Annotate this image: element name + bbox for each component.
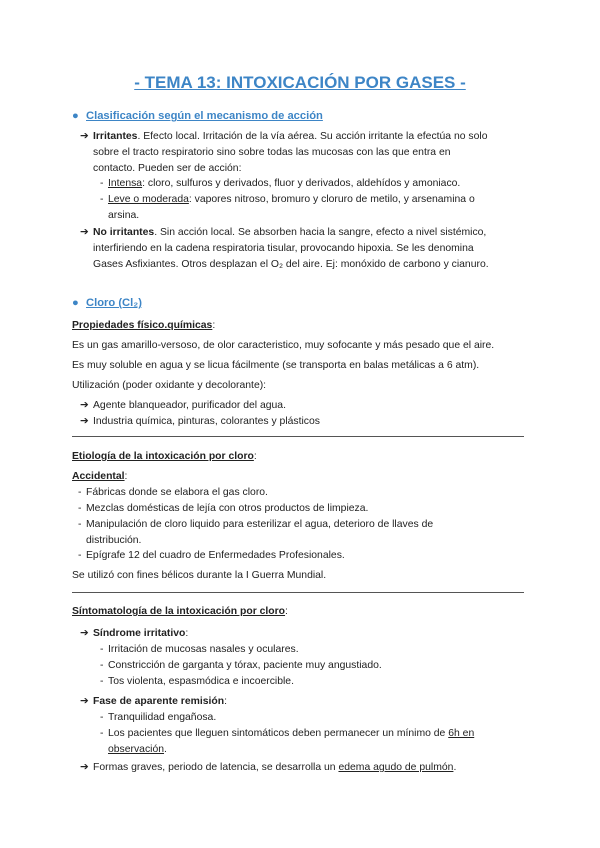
arrow-icon: ➔ <box>80 416 89 427</box>
divider <box>72 436 524 437</box>
bullet-icon: ● <box>72 110 79 122</box>
props-title: Propiedades físico.químicas: <box>72 320 216 331</box>
bullet-icon: ● <box>72 297 79 309</box>
paragraph: Es un gas amarillo-versoso, de olor caracteristico, muy sofocante y más pesado que el aire. <box>72 340 495 351</box>
accidental-label: Accidental: <box>72 471 128 482</box>
paragraph: Es muy soluble en agua y se licua fácilmente (se transporta en balas metálicas a 6 atm). <box>72 360 480 371</box>
arrow-icon: ➔ <box>80 628 89 639</box>
arrow-icon: ➔ <box>80 762 89 773</box>
sintomatologia-title: Síntomatología de la intoxicación por cloro: <box>72 606 288 617</box>
section-heading-clasificacion: ● Clasificación según el mecanismo de acción <box>72 109 323 125</box>
paragraph: Se utilizó con fines bélicos durante la I Guerra Mundial. <box>72 570 327 581</box>
section-heading-cloro: ● Cloro (Cl₂) <box>72 296 142 312</box>
arrow-icon: ➔ <box>80 227 89 238</box>
paragraph: Utilización (poder oxidante y decolorante): <box>72 380 267 391</box>
divider <box>72 592 524 593</box>
document-page: - TEMA 13: INTOXICACIÓN POR GASES - ● Clasificación según el mecanismo de acción ➔ Irritantes. Efecto local. Irritación de la vía aérea. Su acción irritante la efectúa no solo sobre el tracto respiratorio sino sobre todas las mucosas con las que entra en contacto. Pueden ser de acción: - Intensa: cloro, sulfuros y derivados, fluor y derivados, aldehídos y amoniaco. - Leve o moderada: vapores nitroso, bromuro y cloruro de metilo, y arsenamina o arsina. ➔ No irritantes. Sin acción local. Se absorben hacia la sangre, efecto a nivel sistémico, interfiriendo en la cadena respiratoria tisular, provocando hipoxia. Se les denomina Gases Asfixiantes. Otros desplazan el O₂ del aire. Ej: monóxido de carbono y cianuro. ● Cloro (Cl₂) Propiedades físico.químicas: Es un gas amarillo-versoso, de olor caracteristico, muy sofocante y más pesado que el aire. Es muy soluble en agua y se licua fácilmente (se transporta en balas metálicas a 6 atm). Utilización (poder oxidante y decolorante): ➔ Agente blanqueador, purificador del agua. ➔ Industria química, pinturas, colorantes y plásticos Etiología de la intoxicación por cloro: Accidental: - Fábricas donde se elabora el gas cloro. - Mezclas domésticas de lejía con otros productos de limpieza. - Manipulación de cloro liquido para esterilizar el agua, deterioro de llaves de distribución. - Epígrafe 12 del cuadro de Enfermedades Profesionales. Se utilizó con fines bélicos durante la I Guerra Mundial. Síntomatología de la intoxicación por cloro: ➔ Síndrome irritativo: - Irritación de mucosas nasales y oculares. - Constricción de garganta y tórax, paciente muy angustiado. - Tos violenta, espasmódica e incoercible. ➔ Fase de aparente remisión: - Tranquilidad engañosa. - Los pacientes que lleguen sintomáticos deben permanecer un mínimo de 6h en observación. ➔ Formas graves, periodo de latencia, se desarrolla un edema agudo de pulmón. <box>0 0 600 848</box>
arrow-icon: ➔ <box>80 400 89 411</box>
page-title: - TEMA 13: INTOXICACIÓN POR GASES - <box>134 73 466 92</box>
arrow-icon: ➔ <box>80 696 89 707</box>
etiologia-title: Etiología de la intoxicación por cloro: <box>72 451 257 462</box>
arrow-icon: ➔ <box>80 131 89 142</box>
